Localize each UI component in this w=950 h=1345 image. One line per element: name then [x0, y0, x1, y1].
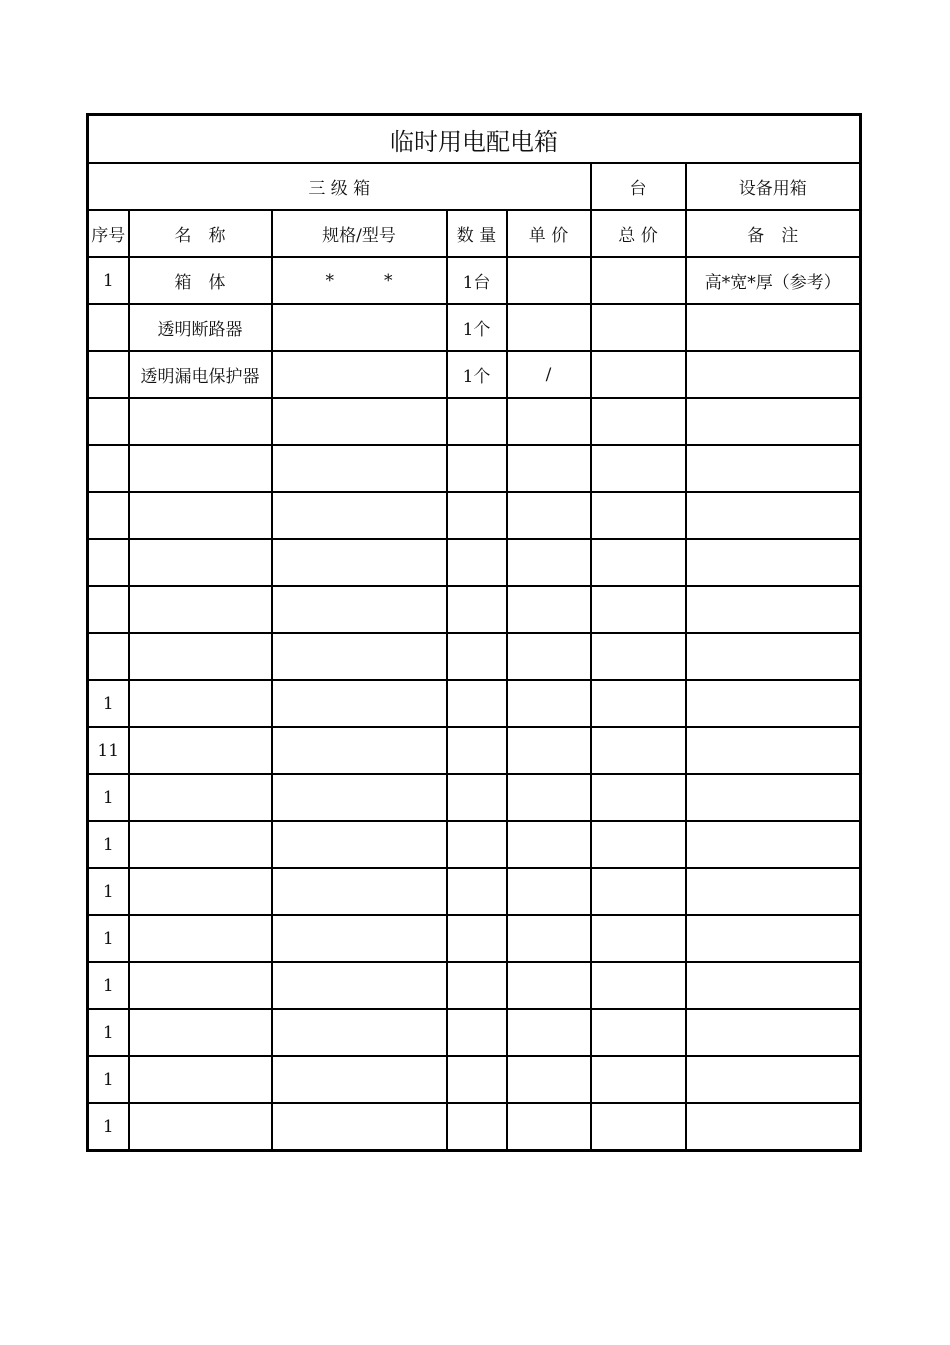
spec-cell — [272, 774, 447, 821]
spec-cell — [272, 445, 447, 492]
note-cell — [686, 492, 861, 539]
total-price-cell — [591, 821, 686, 868]
name-cell — [129, 539, 272, 586]
qty-cell — [447, 962, 507, 1009]
total-price-cell — [591, 962, 686, 1009]
name-cell — [129, 492, 272, 539]
table-row — [88, 445, 861, 492]
qty-cell — [447, 727, 507, 774]
table-row — [88, 398, 861, 445]
unit-price-cell — [507, 398, 591, 445]
name-cell — [129, 868, 272, 915]
seq-cell: 1 — [88, 774, 129, 821]
total-price-cell — [591, 304, 686, 351]
spec-cell — [272, 633, 447, 680]
unit-price-cell — [507, 1009, 591, 1056]
name-cell — [129, 962, 272, 1009]
total-price-cell — [591, 868, 686, 915]
name-cell — [129, 1103, 272, 1151]
unit-price-cell: / — [507, 351, 591, 398]
qty-cell — [447, 539, 507, 586]
spec-cell — [272, 868, 447, 915]
unit-price-cell — [507, 539, 591, 586]
qty-cell — [447, 868, 507, 915]
seq-cell — [88, 398, 129, 445]
table-row — [88, 680, 861, 727]
name-cell — [129, 633, 272, 680]
seq-cell — [88, 633, 129, 680]
table-row — [88, 962, 861, 1009]
total-price-cell — [591, 633, 686, 680]
name-cell: 透明漏电保护器 — [129, 351, 272, 398]
total-price-cell — [591, 774, 686, 821]
note-cell — [686, 586, 861, 633]
unit-price-cell — [507, 774, 591, 821]
header-total-price: 总 价 — [591, 210, 686, 257]
total-price-cell — [591, 680, 686, 727]
table-row — [88, 1009, 861, 1056]
total-price-cell — [591, 586, 686, 633]
qty-cell — [447, 774, 507, 821]
name-cell — [129, 821, 272, 868]
qty-cell — [447, 398, 507, 445]
unit-price-cell — [507, 304, 591, 351]
name-cell — [129, 1009, 272, 1056]
seq-cell: 1 — [88, 257, 129, 304]
note-cell — [686, 680, 861, 727]
seq-cell: 1 — [88, 962, 129, 1009]
seq-cell: 1 — [88, 1056, 129, 1103]
spec-part-b: * — [384, 270, 393, 291]
seq-cell: 1 — [88, 868, 129, 915]
spec-cell — [272, 680, 447, 727]
spec-cell — [272, 257, 447, 304]
name-cell — [129, 1056, 272, 1103]
table-row — [88, 821, 861, 868]
seq-cell — [88, 586, 129, 633]
name-cell — [129, 586, 272, 633]
box-level-cell: 三 级 箱 — [88, 163, 591, 210]
qty-cell: 1台 — [447, 257, 507, 304]
title-row — [88, 115, 861, 164]
spec-cell — [272, 586, 447, 633]
qty-cell: 1个 — [447, 304, 507, 351]
total-price-cell — [591, 257, 686, 304]
note-cell: 高*宽*厚（参考） — [686, 257, 861, 304]
spec-cell — [272, 351, 447, 398]
note-cell — [686, 821, 861, 868]
spec-cell — [272, 1009, 447, 1056]
seq-cell — [88, 445, 129, 492]
seq-cell — [88, 539, 129, 586]
unit-price-cell — [507, 868, 591, 915]
seq-cell: 1 — [88, 1009, 129, 1056]
total-price-cell — [591, 445, 686, 492]
unit-price-cell — [507, 586, 591, 633]
seq-cell: 1 — [88, 1103, 129, 1151]
note-cell — [686, 868, 861, 915]
spec-cell — [272, 915, 447, 962]
table-row — [88, 1103, 861, 1151]
spec-cell — [272, 304, 447, 351]
qty-cell — [447, 680, 507, 727]
table-row — [88, 257, 861, 304]
table-row — [88, 915, 861, 962]
table-row — [88, 868, 861, 915]
distribution-box-table — [86, 113, 862, 1152]
unit-price-cell — [507, 915, 591, 962]
qty-cell — [447, 633, 507, 680]
qty-cell — [447, 445, 507, 492]
note-cell — [686, 1009, 861, 1056]
note-cell — [686, 445, 861, 492]
table-row — [88, 539, 861, 586]
qty-cell — [447, 915, 507, 962]
name-cell — [129, 915, 272, 962]
note-cell — [686, 398, 861, 445]
total-price-cell — [591, 398, 686, 445]
purpose-cell: 设备用箱 — [686, 163, 861, 210]
spec-cell — [272, 398, 447, 445]
table-row — [88, 774, 861, 821]
qty-cell — [447, 821, 507, 868]
unit-price-cell — [507, 821, 591, 868]
table-row — [88, 351, 861, 398]
header-note: 备 注 — [686, 210, 861, 257]
category-row — [88, 163, 861, 210]
qty-cell — [447, 586, 507, 633]
spec-cell — [272, 1103, 447, 1151]
unit-price-cell — [507, 445, 591, 492]
note-cell — [686, 304, 861, 351]
spec-cell — [272, 1056, 447, 1103]
total-price-cell — [591, 1009, 686, 1056]
name-cell — [129, 680, 272, 727]
spec-cell — [272, 821, 447, 868]
total-price-cell — [591, 351, 686, 398]
note-cell — [686, 727, 861, 774]
seq-cell: 1 — [88, 680, 129, 727]
name-cell — [129, 727, 272, 774]
spec-cell — [272, 539, 447, 586]
note-cell — [686, 962, 861, 1009]
seq-cell — [88, 492, 129, 539]
unit-cell: 台 — [591, 163, 686, 210]
total-price-cell — [591, 492, 686, 539]
total-price-cell — [591, 915, 686, 962]
unit-price-cell — [507, 633, 591, 680]
header-spec: 规格/型号 — [272, 210, 447, 257]
total-price-cell — [591, 1103, 686, 1151]
qty-cell — [447, 1056, 507, 1103]
seq-cell: 1 — [88, 915, 129, 962]
seq-cell — [88, 351, 129, 398]
table-row — [88, 586, 861, 633]
unit-price-cell — [507, 257, 591, 304]
unit-price-cell — [507, 1056, 591, 1103]
unit-price-cell — [507, 680, 591, 727]
note-cell — [686, 915, 861, 962]
note-cell — [686, 351, 861, 398]
table-row — [88, 1056, 861, 1103]
total-price-cell — [591, 1056, 686, 1103]
table-row — [88, 304, 861, 351]
seq-cell: 11 — [88, 727, 129, 774]
total-price-cell — [591, 727, 686, 774]
spec-cell — [272, 492, 447, 539]
name-cell — [129, 398, 272, 445]
note-cell — [686, 633, 861, 680]
name-cell — [129, 774, 272, 821]
total-price-cell — [591, 539, 686, 586]
seq-cell — [88, 304, 129, 351]
unit-price-cell — [507, 492, 591, 539]
header-seq: 序号 — [88, 210, 129, 257]
table-row — [88, 633, 861, 680]
unit-price-cell — [507, 962, 591, 1009]
document-title: 临时用电配电箱 — [88, 115, 861, 164]
header-unit-price: 单 价 — [507, 210, 591, 257]
qty-cell: 1个 — [447, 351, 507, 398]
spec-cell — [272, 962, 447, 1009]
name-cell: 透明断路器 — [129, 304, 272, 351]
header-name: 名 称 — [129, 210, 272, 257]
note-cell — [686, 539, 861, 586]
qty-cell — [447, 1009, 507, 1056]
spec-cell — [272, 727, 447, 774]
note-cell — [686, 774, 861, 821]
table-row — [88, 492, 861, 539]
header-row — [88, 210, 861, 257]
table-row — [88, 727, 861, 774]
spec-part-a: * — [325, 270, 334, 291]
unit-price-cell — [507, 1103, 591, 1151]
qty-cell — [447, 492, 507, 539]
seq-cell: 1 — [88, 821, 129, 868]
qty-cell — [447, 1103, 507, 1151]
header-qty: 数 量 — [447, 210, 507, 257]
note-cell — [686, 1103, 861, 1151]
name-cell: 箱 体 — [129, 257, 272, 304]
name-cell — [129, 445, 272, 492]
note-cell — [686, 1056, 861, 1103]
unit-price-cell — [507, 727, 591, 774]
